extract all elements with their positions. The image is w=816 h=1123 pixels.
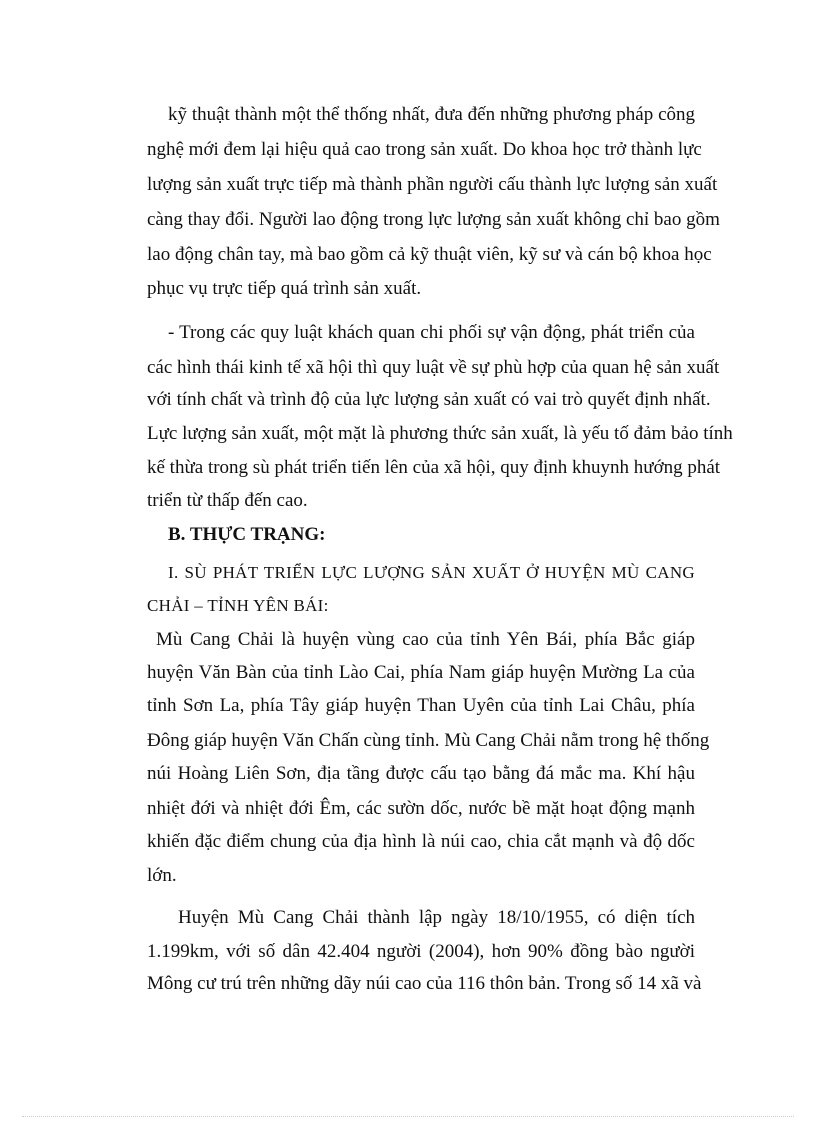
paragraph-line: Huyện Mù Cang Chải thành lập ngày 18/10/1955, có diện tích <box>178 907 695 928</box>
paragraph-line: các hình thái kinh tế xã hội thì quy luật về sự phù hợp của quan hệ sản xuất <box>147 357 720 378</box>
subsection-heading: I. SÙ PHÁT TRIỂN LỰC LƯỢNG SẢN XUẤT Ở HUYỆN MÙ CANG <box>168 563 695 582</box>
paragraph-line: Mù Cang Chải là huyện vùng cao của tỉnh Yên Bái, phía Bắc giáp <box>156 629 695 650</box>
paragraph-line: lượng sản xuất trực tiếp mà thành phần người cấu thành lực lượng sản xuất <box>147 174 718 195</box>
paragraph-line: nghệ mới đem lại hiệu quả cao trong sản xuất. Do khoa học trở thành lực <box>147 139 702 160</box>
subsection-heading: CHẢI – TỈNH YÊN BÁI: <box>147 596 329 615</box>
paragraph-line: triển từ thấp đến cao. <box>147 490 308 511</box>
paragraph-line: kế thừa trong sù phát triển tiến lên của xã hội, quy định khuynh hướng phát <box>147 457 721 478</box>
paragraph-line: khiến đặc điểm chung của địa hình là núi cao, chia cắt mạnh và độ dốc <box>147 831 695 852</box>
paragraph-line: kỹ thuật thành một thể thống nhất, đưa đến những phương pháp công <box>168 104 695 125</box>
page-bottom-rule <box>22 1116 794 1117</box>
paragraph-line: Lực lượng sản xuất, một mặt là phương thức sản xuất, là yếu tố đảm bảo tính <box>147 423 733 444</box>
paragraph-line: huyện Văn Bàn của tỉnh Lào Cai, phía Nam giáp huyện Mường La của <box>147 662 695 683</box>
paragraph-line: với tính chất và trình độ của lực lượng sản xuất có vai trò quyết định nhất. <box>147 389 711 410</box>
paragraph-line: núi Hoàng Liên Sơn, địa tầng được cấu tạo bằng đá mắc ma. Khí hậu <box>147 763 695 784</box>
paragraph-line: Đông giáp huyện Văn Chấn cùng tỉnh. Mù Cang Chải nằm trong hệ thống <box>147 730 710 751</box>
paragraph-line: nhiệt đới và nhiệt đới Êm, các sườn dốc, nước bề mặt hoạt động mạnh <box>147 798 695 819</box>
paragraph-line: càng thay đổi. Người lao động trong lực lượng sản xuất không chỉ bao gồm <box>147 209 720 230</box>
paragraph-line: 1.199km, với số dân 42.404 người (2004), hơn 90% đồng bào người <box>147 941 695 962</box>
paragraph-line: lao động chân tay, mà bao gồm cả kỹ thuật viên, kỹ sư và cán bộ khoa học <box>147 244 712 265</box>
paragraph-line: Mông cư trú trên những dãy núi cao của 116 thôn bản. Trong số 14 xã và <box>147 973 702 994</box>
section-heading: B. THỰC TRẠNG: <box>168 524 326 545</box>
paragraph-line: lớn. <box>147 865 177 886</box>
paragraph-line: - Trong các quy luật khách quan chi phối sự vận động, phát triển của <box>168 322 695 343</box>
paragraph-line: tỉnh Sơn La, phía Tây giáp huyện Than Uyên của tỉnh Lai Châu, phía <box>147 695 695 716</box>
paragraph-line: phục vụ trực tiếp quá trình sản xuất. <box>147 278 422 299</box>
